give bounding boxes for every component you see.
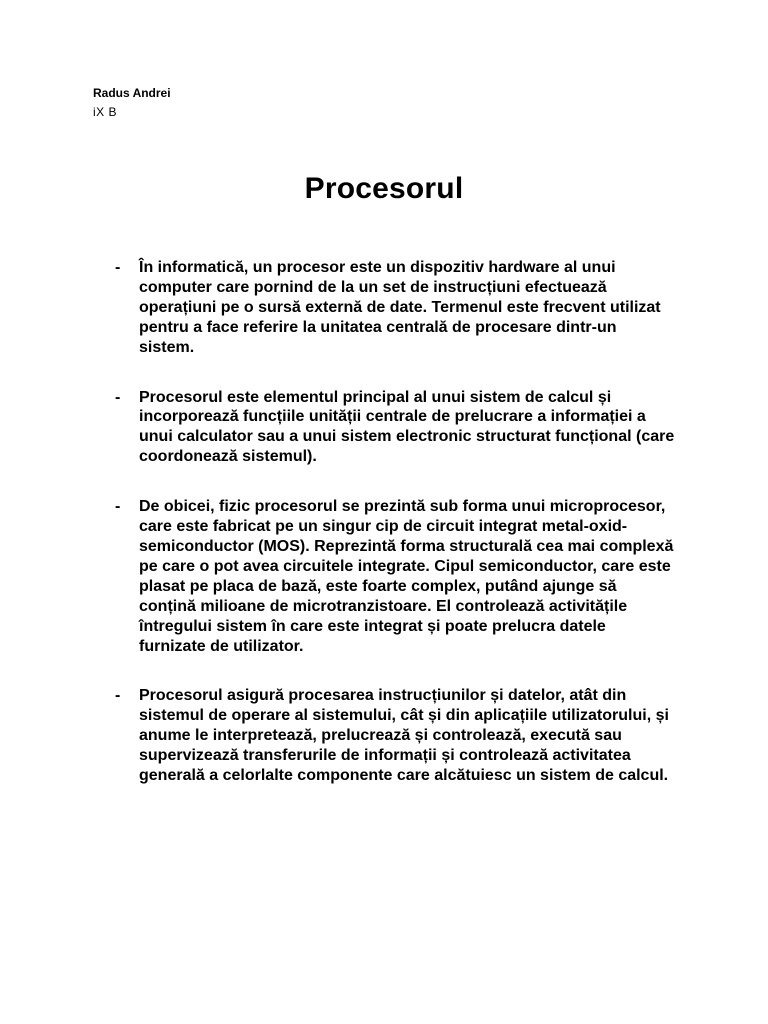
paragraph-text: Procesorul este elementul principal al unui sistem de calcul și incorporează funcțiile unității centrale de prelucrare a informației a unui calculator sau a unui sistem electronic structurat funcțional (care coordonează sistemul). [139,388,675,466]
class-label: iX B [93,105,118,119]
list-item [0,258,768,358]
bullet-dash: - [115,388,121,406]
page-title: Procesorul [304,172,464,205]
list-item [0,686,768,786]
paragraph-text: De obicei, fizic procesorul se prezintă sub forma unui microprocesor, care este fabricat pe un singur cip de circuit integrat metal-oxid-semiconductor (MOS). Reprezintă forma structurală cea mai complexă pe care o pot avea circuitele integrate. Cipul semiconductor, care este plasat pe placa de bază, este foarte complex, putând ajunge să conțină milioane de microtranzistoare. El controlează activitățile întregului sistem în care este integrat și poate prelucra datele furnizate de utilizator. [139,498,674,655]
bullet-dash: - [115,498,121,516]
document-header [93,84,171,122]
bullet-dash: - [115,687,121,705]
author-name: Radus Andrei [93,86,171,100]
paragraph-text: Procesorul asigură procesarea instrucțiunilor și datelor, atât din sistemul de operare al sistemului, cât și din aplicațiile utilizatorului, și anume le interpretează, prelucrează și controlează, execută sau supervizează transferurile de informații și controlează activitatea generală a celorlalte componente care alcătuiesc un sistem de calcul. [139,687,669,785]
bullet-dash: - [115,259,121,276]
list-item [0,497,768,656]
list-item [0,388,768,468]
bullet-list [0,258,768,816]
paragraph-text: În informatică, un procesor este un dispozitiv hardware al unui computer care pornind de la un set de instrucțiuni efectuează operațiuni pe o sursă externă de date. Termenul este frecvent utilizat pentru a face referire la unitatea centrală de procesare dintr-un sistem. [139,259,661,356]
